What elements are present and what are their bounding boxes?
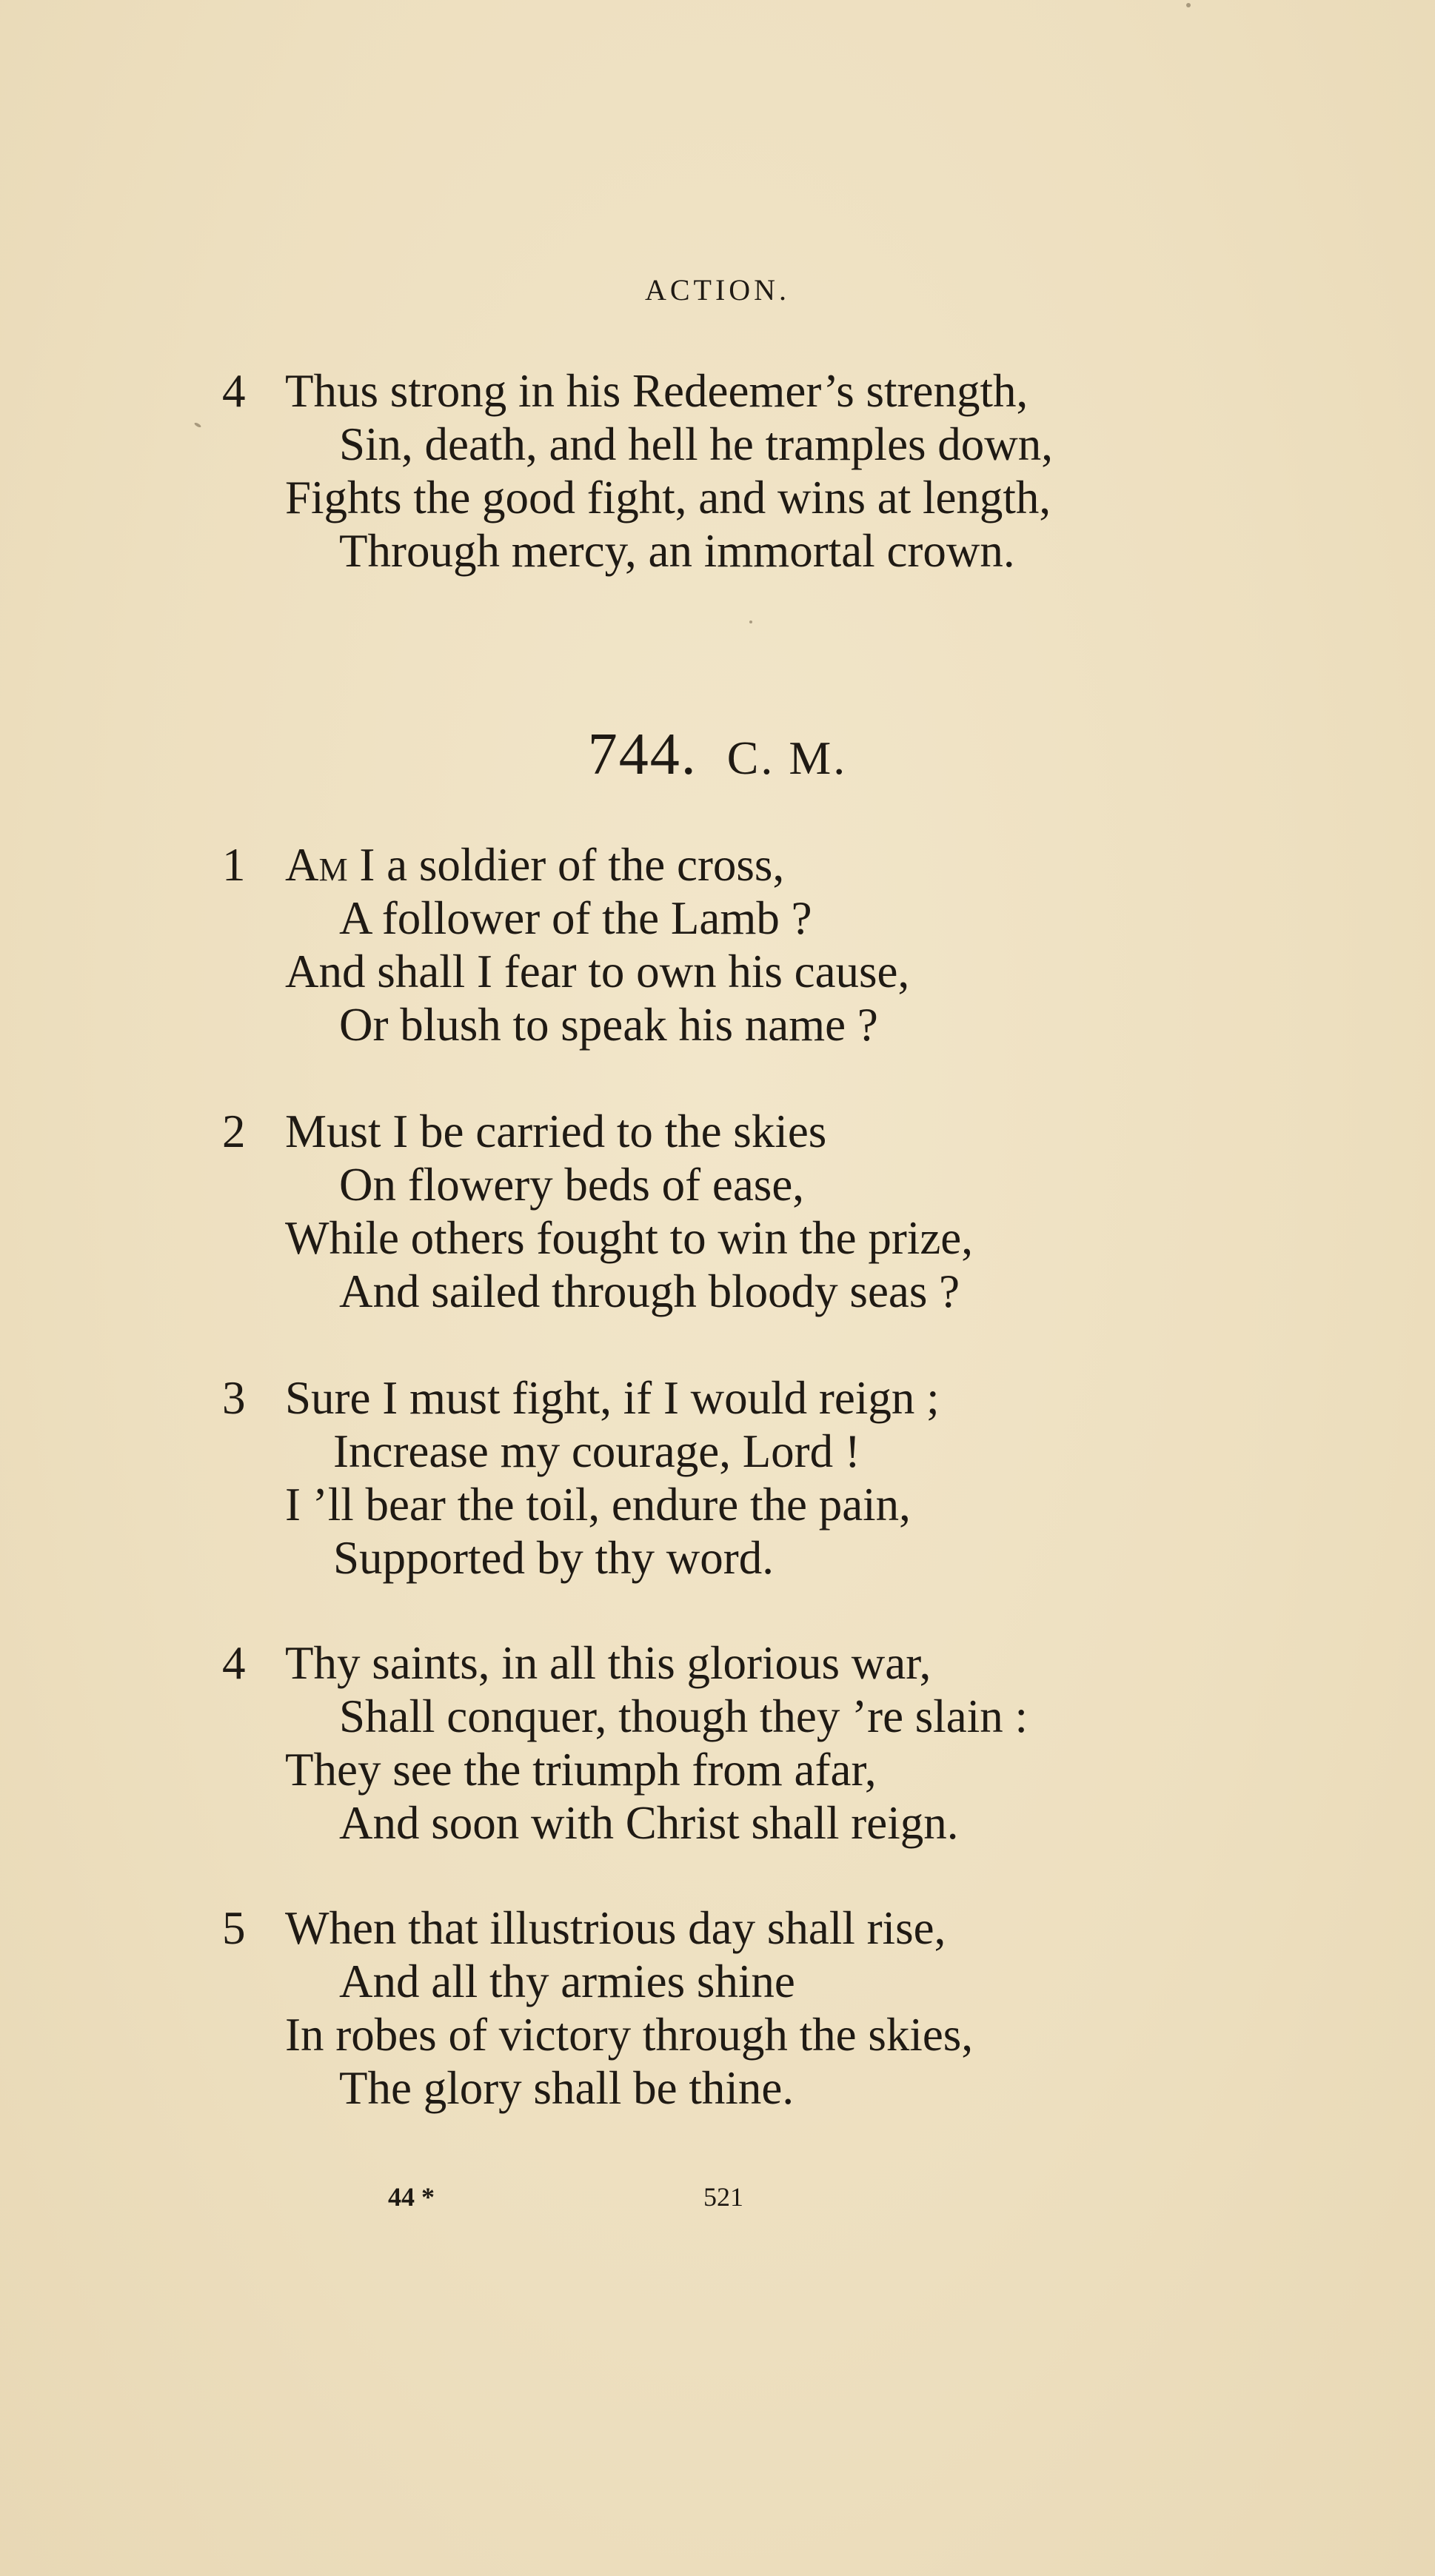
verse-line: Thus strong in his Redeemer’s strength, <box>285 365 1028 417</box>
stanza-number: 4 <box>222 365 246 417</box>
verse-line: The glory shall be thine. <box>339 2062 795 2114</box>
verse-line-rest: I a soldier of the cross, <box>347 839 785 891</box>
print-speck <box>194 422 202 428</box>
print-speck <box>749 620 752 623</box>
verse-line: And shall I fear to own his cause, <box>285 946 910 997</box>
verse-line: And all thy armies shine <box>339 1956 795 2007</box>
hymn-heading <box>0 721 1435 792</box>
verse-line: Sure I must fight, if I would reign ; <box>285 1372 940 1424</box>
signature-mark: 44 * <box>388 2182 435 2212</box>
stanza-number: 4 <box>222 1637 246 1689</box>
stanza-number: 5 <box>222 1902 246 1954</box>
verse-line: On flowery beds of ease, <box>339 1159 805 1211</box>
hymn-number: 744. <box>587 722 698 787</box>
verse-line: Supported by thy word. <box>333 1532 774 1584</box>
verse-line: In robes of victory through the skies, <box>285 2009 974 2061</box>
verse-line <box>285 838 784 891</box>
verse-line: And soon with Christ shall reign. <box>339 1797 959 1849</box>
small-caps-opening: Am <box>285 839 348 891</box>
stanza-number: 3 <box>222 1372 246 1424</box>
verse-line: A follower of the Lamb ? <box>339 892 812 944</box>
verse-line: While others fought to win the prize, <box>285 1212 974 1264</box>
verse-line: Through mercy, an immortal crown. <box>339 525 1015 577</box>
verse-line: Must I be carried to the skies <box>285 1105 827 1157</box>
verse-line: And sailed through bloody seas ? <box>339 1265 960 1317</box>
verse-line: Sin, death, and hell he tramples down, <box>339 418 1054 470</box>
verse-line: Shall conquer, though they ’re slain : <box>339 1690 1028 1742</box>
verse-line: Fights the good fight, and wins at length, <box>285 472 1051 523</box>
hymn-meter: C. M. <box>726 732 848 784</box>
verse-line: I ’ll bear the toil, endure the pain, <box>285 1479 911 1530</box>
verse-line: They see the triumph from afar, <box>285 1744 877 1796</box>
print-speck <box>1186 3 1191 7</box>
verse-line: When that illustrious day shall rise, <box>285 1902 946 1954</box>
verse-line: Or blush to speak his name ? <box>339 999 878 1051</box>
verse-line: Thy saints, in all this glorious war, <box>285 1637 931 1689</box>
stanza-number: 1 <box>222 839 246 891</box>
page-number: 521 <box>703 2182 743 2212</box>
stanza-number: 2 <box>222 1105 246 1157</box>
running-head: ACTION. <box>644 273 791 307</box>
verse-line: Increase my courage, Lord ! <box>333 1425 860 1477</box>
